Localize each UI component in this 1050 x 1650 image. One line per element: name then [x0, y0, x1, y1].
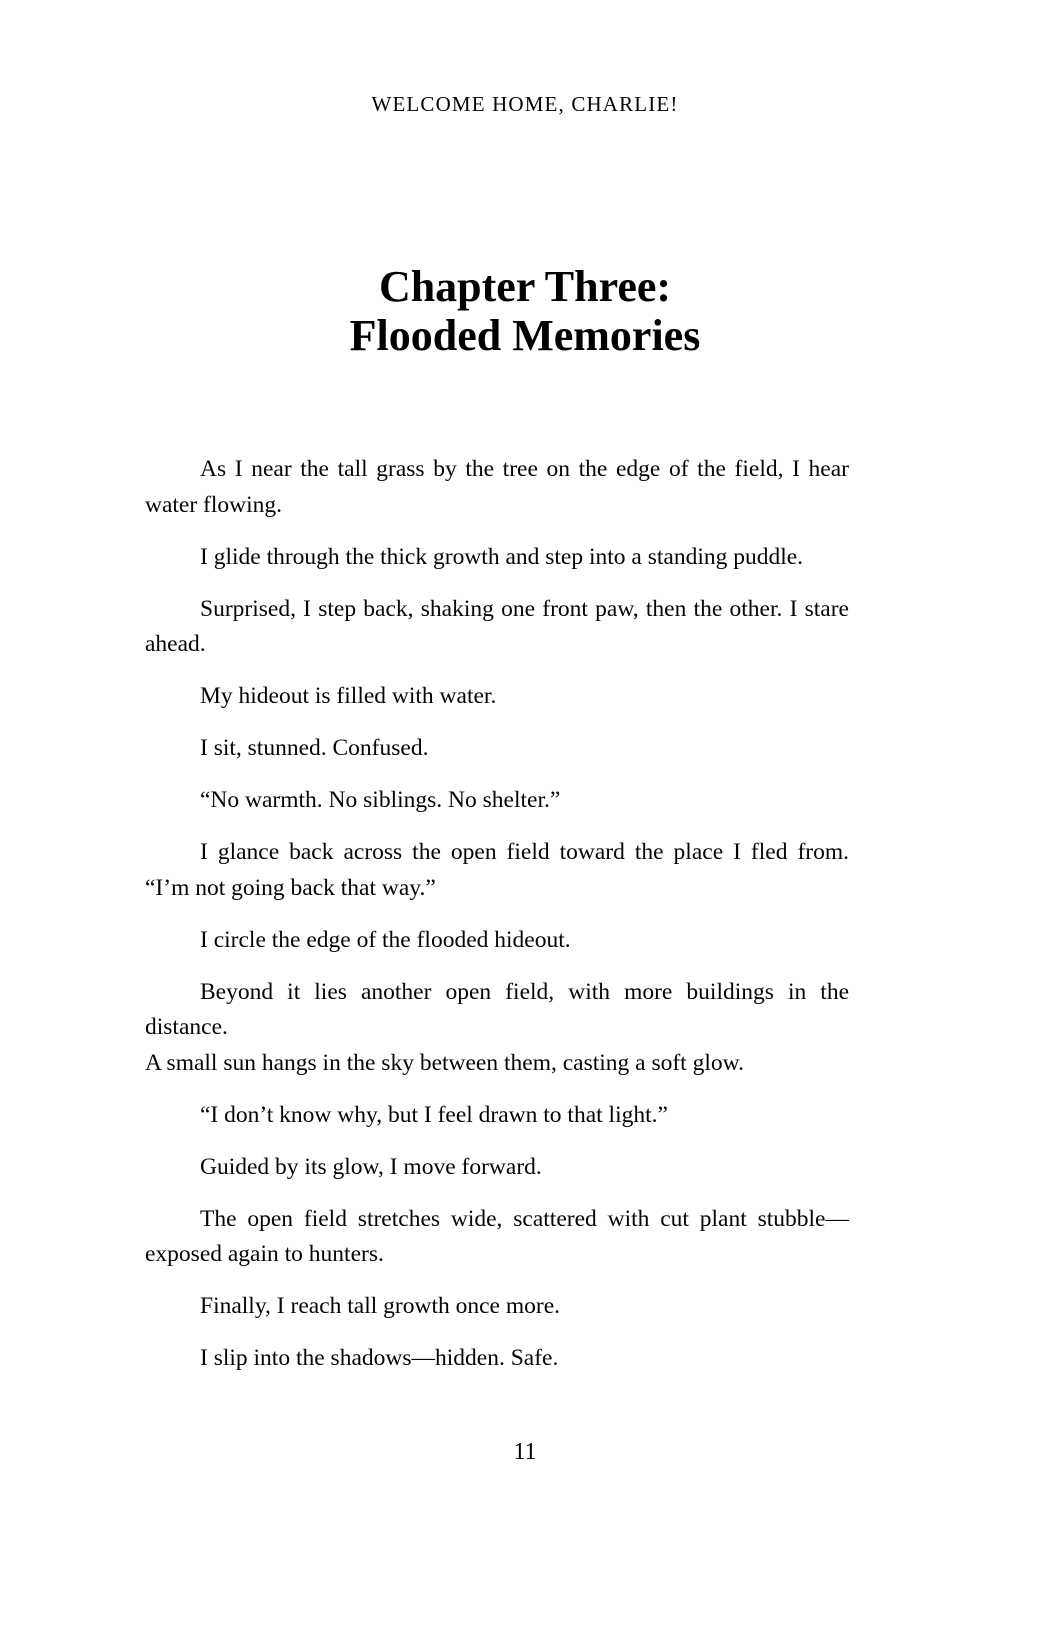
- running-header: WELCOME HOME, CHARLIE!: [371, 92, 679, 116]
- paragraph-text: The open field stretches wide, scattered with cut plant stubble—exposed again to hunters.: [145, 1205, 849, 1267]
- paragraph-text: I circle the edge of the flooded hideout.: [200, 926, 571, 953]
- chapter-title-line-2: Flooded Memories: [349, 311, 701, 361]
- paragraph: [145, 1150, 849, 1186]
- paragraph-text: I glide through the thick growth and step into a standing puddle.: [200, 543, 804, 570]
- paragraph-text: Guided by its glow, I move forward.: [200, 1153, 542, 1180]
- paragraph: [145, 540, 849, 576]
- paragraph-text: I sit, stunned. Confused.: [200, 735, 429, 761]
- paragraph: [145, 783, 849, 819]
- chapter-title: [0, 262, 1050, 361]
- paragraph: [145, 731, 849, 767]
- paragraph-text: I glance back across the open field toward the place I fled from. “I’m not going back that way.”: [145, 839, 849, 901]
- paragraph: [145, 1202, 849, 1273]
- chapter-title-line-1: Chapter Three:: [378, 262, 672, 311]
- paragraph: [145, 679, 849, 715]
- paragraph: [145, 923, 849, 959]
- paragraph: [145, 835, 849, 906]
- paragraph-text: Beyond it lies another open field, with more buildings in the distance.: [145, 978, 849, 1040]
- paragraph-text: “No warmth. No siblings. No shelter.”: [200, 787, 561, 813]
- paragraph-runon-line: A small sun hangs in the sky between them, casting a soft glow.: [145, 1049, 744, 1076]
- paragraph-text: Finally, I reach tall growth once more.: [200, 1293, 560, 1319]
- paragraph: [145, 1098, 849, 1134]
- paragraph-text: Surprised, I step back, shaking one front paw, then the other. I stare ahead.: [145, 595, 849, 657]
- paragraph-text: My hideout is filled with water.: [200, 683, 497, 709]
- page-number: 11: [513, 1439, 537, 1465]
- paragraph: [145, 975, 849, 1082]
- body-text: [145, 452, 849, 1377]
- paragraph-text: I slip into the shadows—hidden. Safe.: [200, 1345, 559, 1371]
- paragraph-text: As I near the tall grass by the tree on the edge of the field, I hear water flowing.: [145, 456, 849, 518]
- paragraph-text: “I don’t know why, but I feel drawn to that light.”: [200, 1101, 668, 1128]
- paragraph: [145, 452, 849, 523]
- paragraph: [145, 1341, 849, 1377]
- paragraph: [145, 592, 849, 663]
- paragraph: [145, 1289, 849, 1325]
